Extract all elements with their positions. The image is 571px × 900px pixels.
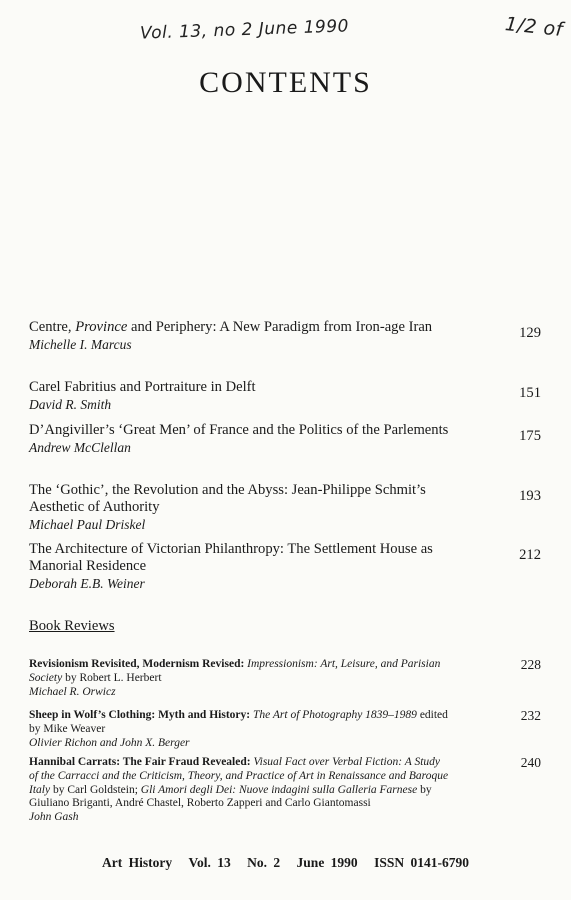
page-title: CONTENTS xyxy=(199,66,372,99)
journal-issn: ISSN 0141-6790 xyxy=(374,855,469,870)
book-credit: by Giuliano Briganti, André Chastel, Roberto Zapperi and Carlo Giantomassi xyxy=(29,783,432,810)
article-title: The ‘Gothic’, the Revolution and the Abyss: Jean-Philippe Schmit’s Aesthetic of Authority xyxy=(29,482,426,515)
article-entry xyxy=(29,379,541,413)
title-part: and Periphery: A New Paradigm from Iron-age Iran xyxy=(127,319,433,335)
section-heading-book-reviews: Book Reviews xyxy=(29,618,115,634)
journal-name: Art History xyxy=(102,855,173,870)
review-heading: Sheep in Wolf’s Clothing: Myth and History: xyxy=(29,709,251,721)
page-number: 151 xyxy=(519,385,541,401)
article-title: D’Angiviller’s ‘Great Men’ of France and the Politics of the Parlements xyxy=(29,422,449,438)
review-entry xyxy=(29,756,541,825)
journal-date: June 1990 xyxy=(296,855,358,870)
journal-number: No. 2 xyxy=(247,855,281,870)
article-author: Deborah E.B. Weiner xyxy=(29,576,145,591)
handwritten-corner-note: 1/2 of xyxy=(504,13,564,41)
page-number: 175 xyxy=(519,428,541,444)
review-text xyxy=(29,756,449,811)
book-credit: edited by Mike Weaver xyxy=(29,709,448,735)
article-author: Michelle I. Marcus xyxy=(29,337,132,352)
reviewer: John Gash xyxy=(29,811,79,824)
book-title: Gli Amori degli Dei: Nuove indagini sulla Galleria Farnese xyxy=(140,783,418,796)
review-text xyxy=(29,709,449,737)
book-title: Impressionism: Art, Leisure, and Parisian Society xyxy=(29,658,441,684)
article-author: David R. Smith xyxy=(29,397,112,412)
title-part-italic: Province xyxy=(75,319,128,335)
reviewer: Michael R. Orwicz xyxy=(29,685,116,698)
article-title: The Architecture of Victorian Philanthropy: The Settlement House as Manorial Residence xyxy=(29,541,433,574)
book-title: Visual Fact over Verbal Fiction: A Study of the Carracci and the Criticism, Theory, and Practice of Art in Renaissance and Baroque Italy xyxy=(29,756,449,796)
page-number: 228 xyxy=(520,657,541,672)
article-author: Michael Paul Driskel xyxy=(29,517,146,532)
book-title: The Art of Photography 1839–1989 xyxy=(252,709,417,721)
journal-volume: Vol. 13 xyxy=(188,855,231,870)
review-heading: Hannibal Carrats: The Fair Fraud Revealed: xyxy=(29,756,251,768)
page-number: 240 xyxy=(520,755,541,770)
journal-footer xyxy=(0,855,571,871)
review-heading: Revisionism Revisited, Modernism Revised: xyxy=(29,658,245,670)
article-entry xyxy=(29,482,541,533)
page-number: 232 xyxy=(520,708,541,723)
book-credit: by Carl Goldstein; xyxy=(50,783,141,796)
article-entry xyxy=(29,422,541,456)
title-part: Centre, xyxy=(29,319,76,335)
page-number: 193 xyxy=(519,488,541,504)
book-credit: by Robert L. Herbert xyxy=(62,671,162,684)
article-entry xyxy=(29,541,541,592)
page-number: 212 xyxy=(519,547,541,563)
article-title xyxy=(29,319,459,336)
page-number: 129 xyxy=(519,325,541,341)
review-entry xyxy=(29,658,541,699)
review-text xyxy=(29,658,449,686)
article-title: Carel Fabritius and Portraiture in Delft xyxy=(29,379,256,395)
handwritten-note: Vol. 13, no 2 June 1990 xyxy=(139,16,350,44)
article-author: Andrew McClellan xyxy=(29,440,131,455)
article-entry xyxy=(29,319,541,353)
reviewer: Olivier Richon and John X. Berger xyxy=(29,736,190,749)
review-entry xyxy=(29,709,541,750)
